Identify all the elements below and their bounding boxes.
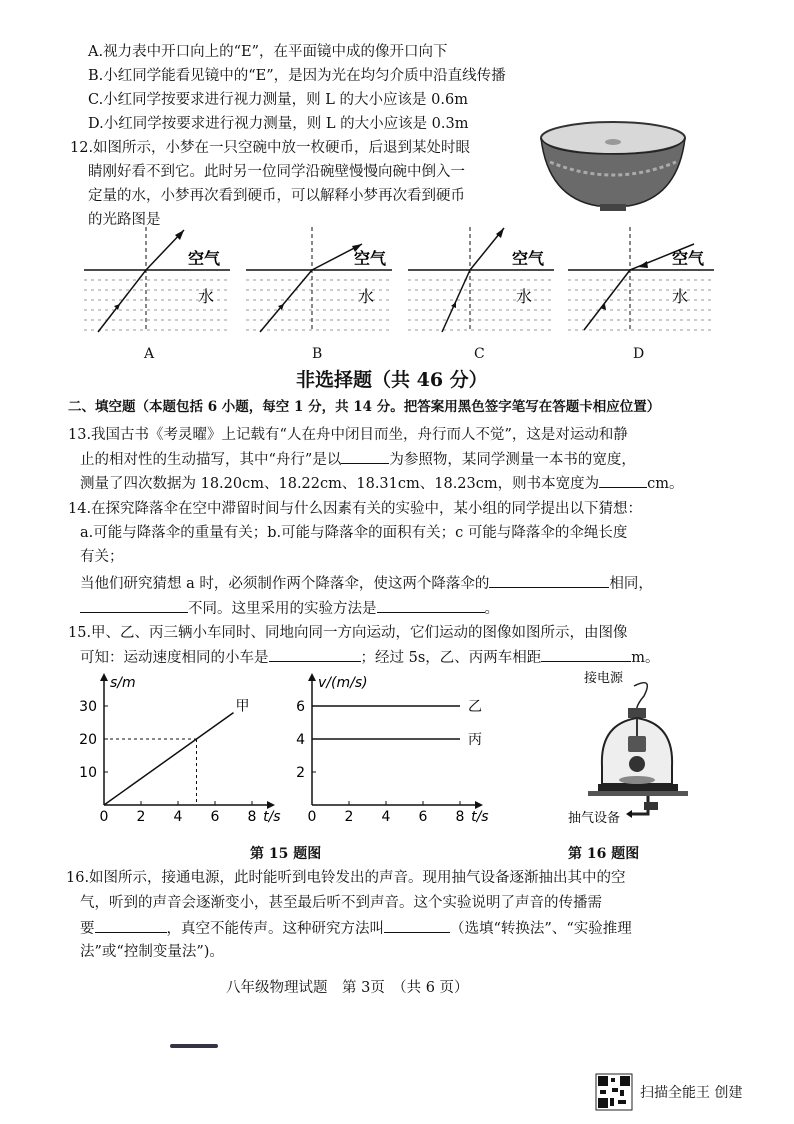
y-tick-label: 4 bbox=[296, 732, 305, 748]
answer-blank[interactable] bbox=[95, 918, 167, 933]
x-tick-label: 2 bbox=[344, 809, 354, 825]
q11-option-c: C.小红同学按要求进行视力测量，则 L 的大小应该是 0.6m bbox=[88, 92, 468, 108]
y-axis-arrow bbox=[308, 673, 316, 681]
q16-bell-jar-figure bbox=[568, 666, 704, 836]
water-label: 水 bbox=[516, 287, 533, 306]
q11-option-a: A.视力表中开口向上的“E”，在平面镜中成的像开口向下 bbox=[88, 44, 448, 60]
series-label-yi: 乙 bbox=[468, 699, 482, 715]
x-tick-label: 8 bbox=[247, 809, 257, 825]
q15-line-1: 15.甲、乙、丙三辆小车同时、同地向同一方向运动，它们运动的图像如图所示，由图像 bbox=[68, 625, 628, 641]
x-tick-label: 6 bbox=[418, 809, 428, 825]
y-axis-label: s/m bbox=[110, 675, 136, 691]
q12-line-3: 定量的水，小梦再次看到硬币，可以解释小梦再次看到硬币 bbox=[88, 188, 465, 204]
bowl-with-coin-photo bbox=[538, 118, 688, 218]
q12-line-2: 睛刚好看不到它。此时另一位同学沿碗壁慢慢向碗中倒入一 bbox=[88, 164, 465, 180]
y-axis-arrow bbox=[100, 673, 108, 681]
answer-blank[interactable] bbox=[599, 473, 647, 488]
q11-option-b: B.小红同学能看见镜中的“E”，是因为光在均匀介质中沿直线传播 bbox=[88, 68, 506, 84]
series-line-jia bbox=[104, 713, 234, 805]
x-tick-label: 4 bbox=[173, 809, 183, 825]
answer-blank[interactable] bbox=[80, 598, 188, 613]
x-axis-arrow bbox=[475, 801, 483, 809]
page-footer: 八年级物理试题 第 3页 （共 6 页） bbox=[226, 980, 469, 996]
y-axis-label: v/(m/s) bbox=[318, 675, 368, 691]
water-label: 水 bbox=[198, 287, 215, 306]
answer-blank[interactable] bbox=[489, 573, 609, 588]
x-axis-label: t/s bbox=[471, 809, 489, 825]
q16-caption: 第 16 题图 bbox=[568, 846, 640, 862]
q16-line-1: 16.如图所示，接通电源，此时能听到电铃发出的声音。现用抽气设备逐渐抽出其中的空 bbox=[66, 870, 626, 886]
x-axis-label: t/s bbox=[263, 809, 281, 825]
section-title: 非选择题（共 46 分） bbox=[296, 369, 488, 391]
answer-blank[interactable] bbox=[269, 647, 361, 662]
series-label-jia: 甲 bbox=[235, 698, 250, 715]
q13-line-3: 测量了四次数据为 18.20cm、18.22cm、18.31cm、18.23cm，则书本宽度为 cm。 bbox=[80, 473, 684, 494]
air-label: 空气 bbox=[188, 249, 221, 268]
q15-caption: 第 15 题图 bbox=[250, 846, 322, 862]
x-tick-label: 4 bbox=[381, 809, 391, 825]
q15-s-t-graph bbox=[78, 672, 288, 837]
q16-line-2: 气，听到的声音会逐渐变小，甚至最后听不到声音。这个实验说明了声音的传播需 bbox=[80, 895, 602, 911]
q15-line-2: 可知：运动速度相同的小车是 ；经过 5s，乙、丙两车相距 m。 bbox=[80, 647, 660, 668]
x-tick-label: 2 bbox=[136, 809, 146, 825]
scan-mark bbox=[170, 1044, 218, 1048]
q12-option-d-label: D bbox=[633, 346, 645, 362]
x-tick-label: 0 bbox=[307, 809, 317, 825]
x-tick-label: 6 bbox=[210, 809, 220, 825]
water-label: 水 bbox=[672, 287, 689, 306]
q14-line-4: 当他们研究猜想 a 时，必须制作两个降落伞，使这两个降落伞的 相同， bbox=[80, 573, 653, 594]
q13-line-2: 止的相对性的生动描写，其中“舟行”是以 为参照物，某同学测量一本书的宽度， bbox=[80, 449, 636, 470]
q12-option-a-label: A bbox=[144, 346, 155, 362]
q16-line-4: 法”或“控制变量法”)。 bbox=[80, 944, 224, 960]
q14-line-2: a.可能与降落伞的重量有关；b.可能与降落伞的面积有关；c 可能与降落伞的伞绳长度 bbox=[80, 525, 628, 541]
q16-line-3: 要 ，真空不能传声。这种研究方法叫 （选填“转换法”、“实验推理 bbox=[80, 918, 632, 939]
q12-diagram-c bbox=[408, 222, 568, 342]
fill-in-heading: 二、填空题（本题包括 6 小题，每空 1 分，共 14 分。把答案用黑色签字笔写在答题卡相应位置） bbox=[68, 399, 661, 415]
air-label: 空气 bbox=[354, 249, 387, 268]
q15-v-t-graph bbox=[290, 672, 490, 837]
y-tick-label: 2 bbox=[296, 765, 305, 781]
q14-line-1: 14.在探究降落伞在空中滞留时间与什么因素有关的实验中，某小组的同学提出以下猜想： bbox=[68, 501, 643, 517]
q12-line-4: 的光路图是 bbox=[88, 212, 161, 228]
q13-line-1: 13.我国古书《考灵曜》上记载有“人在舟中闭目而坐，舟行而人不觉”，这是对运动和静 bbox=[68, 427, 628, 443]
y-tick-label: 20 bbox=[79, 732, 97, 748]
q14-line-3: 有关； bbox=[80, 549, 124, 565]
q12-option-c-label: C bbox=[474, 346, 485, 362]
answer-blank[interactable] bbox=[377, 598, 485, 613]
water-label: 水 bbox=[358, 287, 375, 306]
q12-diagram-b bbox=[246, 222, 406, 342]
x-tick-label: 0 bbox=[99, 809, 109, 825]
air-label: 空气 bbox=[512, 249, 545, 268]
q12-diagram-d bbox=[568, 222, 728, 342]
x-axis-arrow bbox=[267, 801, 275, 809]
answer-blank[interactable] bbox=[384, 918, 450, 933]
answer-blank[interactable] bbox=[541, 647, 631, 662]
y-tick-label: 30 bbox=[79, 699, 97, 715]
scanner-watermark: 扫描全能王 创建 bbox=[640, 1085, 743, 1101]
y-tick-label: 6 bbox=[296, 699, 305, 715]
q12-line-1: 12.如图所示，小梦在一只空碗中放一枚硬币，后退到某处时眼 bbox=[70, 140, 471, 156]
series-label-bing: 丙 bbox=[468, 732, 482, 748]
y-tick-label: 10 bbox=[79, 765, 97, 781]
q11-option-d: D.小红同学按要求进行视力测量，则 L 的大小应该是 0.3m bbox=[88, 116, 469, 132]
power-label: 接电源 bbox=[584, 671, 624, 686]
qr-code-icon bbox=[596, 1074, 632, 1110]
x-tick-label: 8 bbox=[455, 809, 465, 825]
q12-diagram-a bbox=[84, 222, 244, 342]
pump-label: 抽气设备 bbox=[568, 811, 621, 826]
q12-option-b-label: B bbox=[312, 346, 323, 362]
air-label: 空气 bbox=[672, 249, 705, 268]
q14-line-5: 不同。这里采用的实验方法是 。 bbox=[80, 598, 499, 619]
answer-blank[interactable] bbox=[341, 449, 389, 464]
